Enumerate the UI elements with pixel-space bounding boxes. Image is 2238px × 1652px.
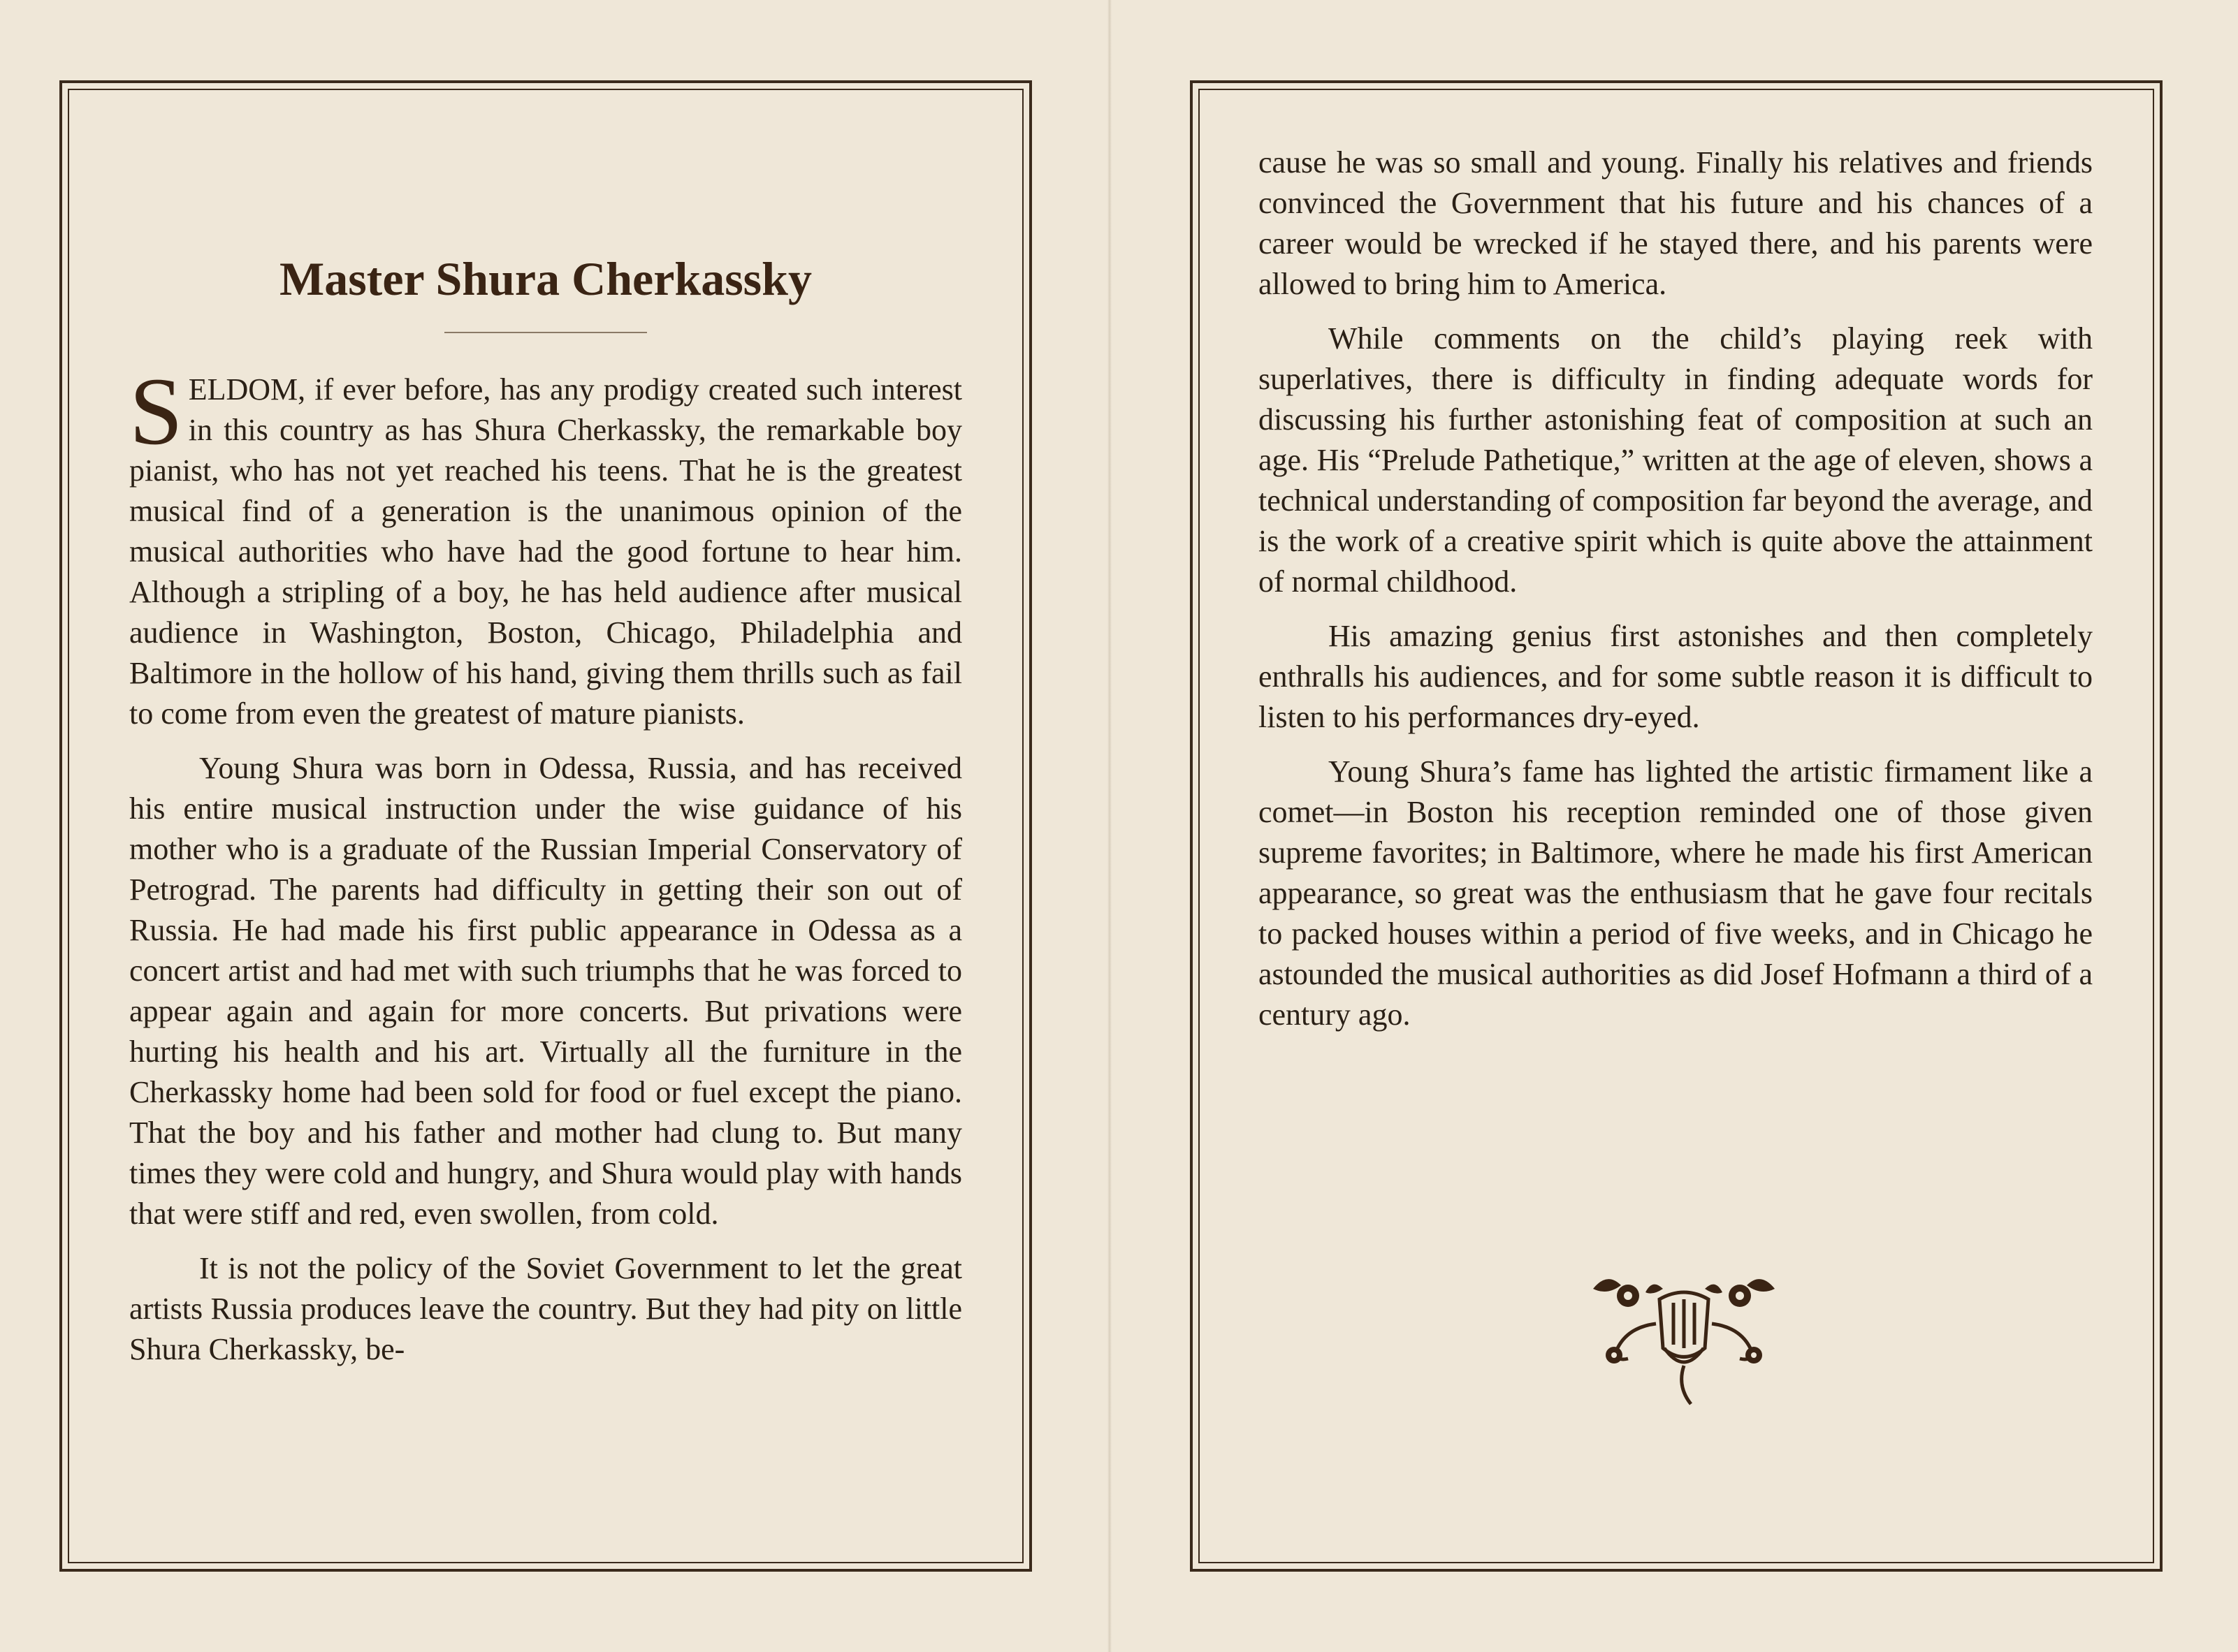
left-page-content: [129, 125, 962, 1384]
center-fold: [1107, 0, 1112, 1652]
right-paragraph-2: While comments on the child’s playing reek with superlatives, there is difficulty in finding adequate words for discussing his further astonishing feat of composition at such an age. His “Prelude Pathetique,” written at the age of eleven, shows a technical understanding of composition far beyond the average, and is the work of a creative spirit which is quite above the attainment of normal childhood.: [1258, 321, 2093, 599]
lyre-floral-ornament-icon: [1586, 1271, 1782, 1418]
title-divider: [444, 332, 647, 333]
right-paragraph-4: Young Shura’s fame has lighted the artistic firmament like a comet—in Boston his reception reminded one of those given supreme favorites; in Baltimore, where he made his first American appearance, so great was the enthusiasm that he gave four recitals to packed houses within a period of five weeks, and in Chicago he astounded the musical authorities as did Josef Hofmann a third of a century ago.: [1258, 754, 2093, 1032]
right-paragraph-1: cause he was so small and young. Finally his relatives and friends convinced the Government that his future and his chances of a career would be wrecked if he stayed there, and his parents were allowed to bring him to America.: [1258, 145, 2093, 301]
left-page: [59, 80, 1032, 1572]
page-title: Master Shura Cherkassky: [279, 252, 812, 305]
left-paragraph-1-text: ELDOM, if ever before, has any prodigy created such interest in this country as has Shura Cherkassky, the remarkable boy pianist, who has not yet reached his teens. That he is the greatest musical find of a generation is the unanimous opinion of the musical authorities who have had the good fortune to hear him. Although a stripling of a boy, he has held audience after musical audience in Washington, Boston, Chicago, Philadelphia and Baltimore in the hollow of his hand, giving them thrills such as fail to come from even the greatest of mature pianists.: [129, 372, 962, 731]
right-paragraph-3: His amazing genius first astonishes and then completely enthralls his audiences, and for some subtle reason it is difficult to listen to his performances dry-eyed.: [1258, 619, 2093, 734]
left-paragraph-2: Young Shura was born in Odessa, Russia, and has received his entire musical instruction under the wise guidance of his mother who is a graduate of the Russian Imperial Conservatory of Petrograd. The parents had difficulty in getting their son out of Russia. He had made his first public appearance in Odessa as a concert artist and had met with such triumphs that he was forced to appear again and again for more concerts. But privations were hurting his health and his art. Virtually all the furniture in the Cherkassky home had been sold for food or fuel except the piano. That the boy and his father and mother had clung to. But many times they were cold and hungry, and Shura would play with hands that were stiff and red, even swollen, from cold.: [129, 751, 962, 1231]
left-paragraph-1: [129, 358, 962, 734]
right-page-content: [1258, 142, 2093, 1049]
left-paragraph-3: It is not the policy of the Soviet Government to let the great artists Russia produces leave the country. But they had pity on little Shura Cherkassky, be-: [129, 1251, 962, 1366]
drop-cap: S: [129, 358, 183, 465]
